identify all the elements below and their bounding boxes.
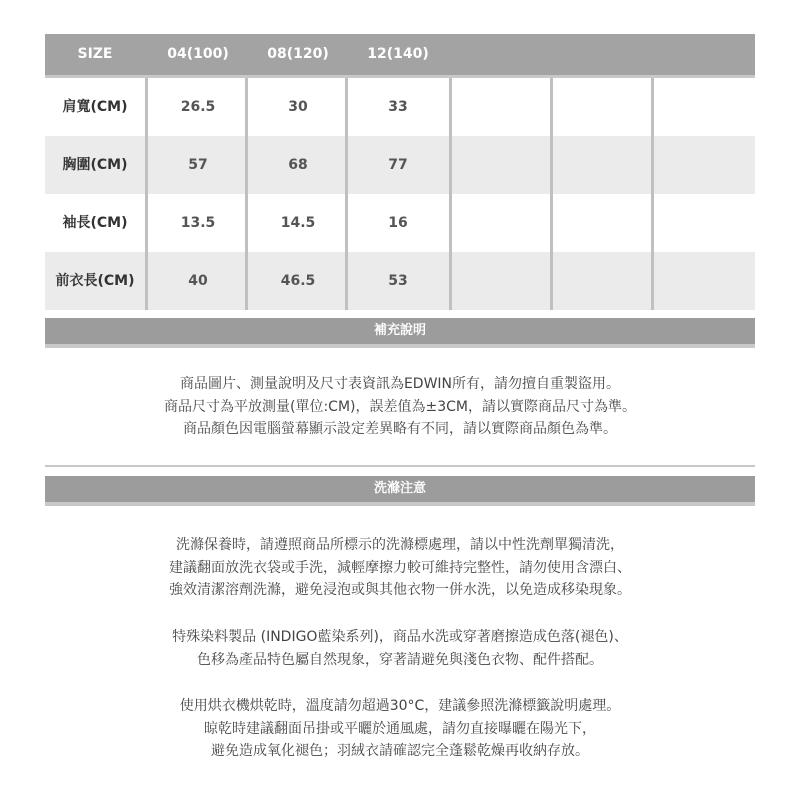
table-cell: 13.5	[180, 215, 216, 231]
washing-line: 特殊染料製品 (INDIGO藍染系列)，商品水洗或穿著磨擦造成色落(褪色)、	[172, 629, 628, 645]
washing-line: 洗滌保養時，請遵照商品所標示的洗滌標處理，請以中性洗劑單獨清洗，	[176, 537, 624, 553]
washing-line: 強效清潔溶劑洗滌，避免浸泡或與其他衣物一併水洗，以免造成移染現象。	[169, 582, 631, 598]
row-label: 肩寬(CM)	[62, 99, 128, 115]
supplement-line: 商品圖片、測量說明及尺寸表資訊為EDWIN所有，請勿擅自重製盜用。	[179, 376, 621, 392]
column-divider	[449, 78, 452, 310]
row-label: 袖長(CM)	[62, 215, 128, 231]
table-cell: 46.5	[280, 273, 316, 289]
size-table	[45, 34, 755, 310]
size-header-label: SIZE	[77, 46, 113, 62]
table-cell: 40	[188, 273, 208, 289]
table-cell: 16	[388, 215, 408, 231]
table-cell: 26.5	[180, 99, 216, 115]
column-divider	[550, 78, 553, 310]
supplement-notes	[40, 373, 760, 441]
washing-line: 使用烘衣機烘乾時，溫度請勿超過30°C，建議參照洗滌標籤說明處理。	[179, 698, 621, 714]
table-cell: 77	[388, 157, 408, 173]
size-column-12: 12(140)	[367, 46, 429, 62]
table-row-shoulder	[45, 78, 755, 136]
washing-section-title: 洗滌注意	[45, 476, 755, 506]
washing-paragraph-care	[40, 534, 760, 602]
row-label: 前衣長(CM)	[55, 273, 135, 289]
size-column-08: 08(120)	[267, 46, 329, 62]
table-row-chest	[45, 136, 755, 194]
washing-line: 色移為產品特色屬自然現象，穿著請避免與淺色衣物、配件搭配。	[197, 651, 603, 668]
washing-line: 建議翻面放洗衣袋或手洗，減輕摩擦力較可維持完整性，請勿使用含漂白、	[169, 559, 631, 576]
supplement-section-title: 補充說明	[45, 318, 755, 348]
table-cell: 57	[188, 157, 208, 173]
washing-line: 避免造成氧化褪色；羽絨衣請確認完全蓬鬆乾燥再收納存放。	[211, 743, 589, 759]
table-row-sleeve	[45, 194, 755, 252]
size-column-04: 04(100)	[167, 46, 229, 62]
section-divider	[45, 465, 755, 467]
column-divider	[145, 78, 148, 310]
supplement-line: 商品尺寸為平放測量(單位:CM)，誤差值為±3CM，請以實際商品尺寸為準。	[164, 398, 636, 415]
washing-paragraph-drying	[40, 695, 760, 763]
table-cell: 14.5	[280, 215, 316, 231]
supplement-line: 商品顏色因電腦螢幕顯示設定差異略有不同，請以實際商品顏色為準。	[183, 421, 617, 437]
column-divider	[245, 78, 248, 310]
table-cell: 30	[288, 99, 308, 115]
table-row-front-length	[45, 252, 755, 310]
table-cell: 33	[388, 99, 408, 115]
row-label: 胸圍(CM)	[62, 157, 128, 173]
size-table-header	[45, 34, 755, 78]
washing-line: 晾乾時建議翻面吊掛或平曬於通風處，請勿直接曝曬在陽光下，	[204, 720, 596, 737]
table-cell: 53	[388, 273, 408, 289]
column-divider	[651, 78, 654, 310]
washing-paragraph-indigo	[40, 626, 760, 671]
table-cell: 68	[288, 157, 308, 173]
column-divider	[345, 78, 348, 310]
